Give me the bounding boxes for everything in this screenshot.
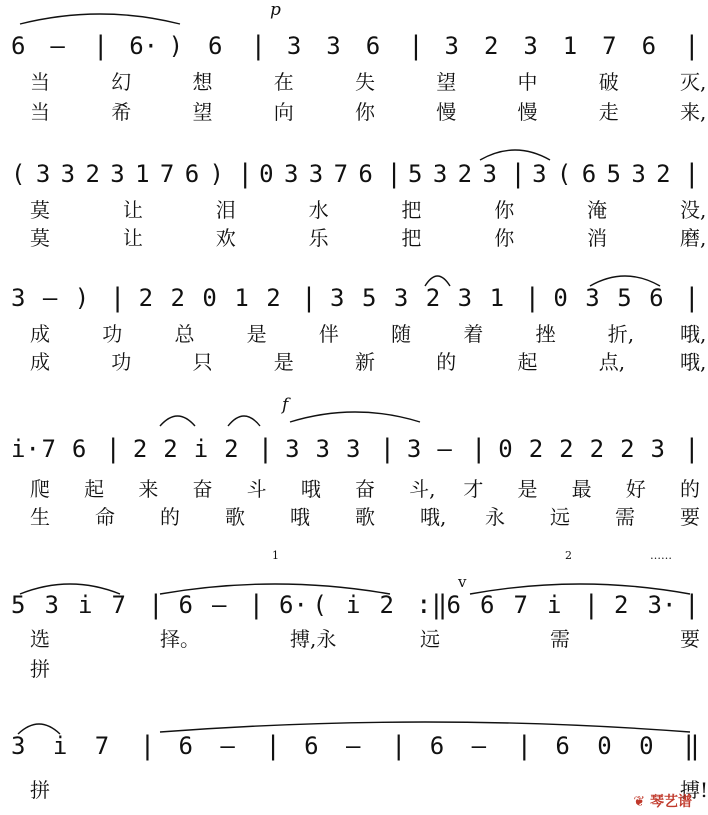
lyric-word: 幻 (111, 70, 132, 94)
lyric-word: 把 (401, 198, 422, 222)
lyric-word: 爬 (30, 477, 50, 501)
note: ) (168, 32, 184, 60)
note: 3 (346, 435, 361, 463)
note: – (42, 284, 58, 312)
lyric-word: 泪 (215, 198, 236, 222)
note: – (212, 591, 227, 619)
slur-arc (18, 724, 60, 734)
dynamic-marking-f: f (282, 395, 289, 415)
note: 3 (315, 435, 330, 463)
lyric-word: 歌 (355, 505, 375, 529)
lyric-word: 折, (607, 322, 635, 346)
lyric-word: 拼 (30, 657, 50, 681)
note: 2 (266, 284, 281, 312)
note: 6 (641, 32, 657, 60)
lyric-word: 需 (615, 505, 635, 529)
note: 5 (606, 160, 621, 188)
note: 1 (135, 160, 150, 188)
barline: | (510, 159, 526, 189)
note: 6 (11, 32, 26, 60)
note: 6· (279, 591, 308, 619)
barline: | (684, 159, 700, 189)
lyric-word: 没, (680, 198, 707, 222)
note: 7 (602, 32, 617, 60)
lyric-word: 消 (587, 226, 608, 250)
barline: | (516, 731, 533, 761)
lyric-word: 好 (625, 477, 646, 501)
note: 3 (286, 32, 302, 60)
lyric-word: 磨, (680, 226, 707, 250)
barline: | (250, 31, 267, 61)
note: 3 (393, 284, 409, 312)
note: ) (209, 160, 224, 188)
barline: | (408, 31, 424, 61)
volta-2-label: 2 (565, 549, 572, 562)
note: 6 (446, 591, 461, 619)
note: 3 (650, 435, 665, 463)
lyric-word: 歌 (225, 505, 245, 529)
lyric-word: 来, (680, 100, 707, 124)
note: 0 (553, 284, 568, 312)
note: 5 (617, 284, 632, 312)
barline: ‖ (684, 731, 700, 761)
note: 2 (656, 160, 671, 188)
note: 2 (614, 591, 629, 619)
lyric-word: 成 (30, 322, 50, 346)
lyric-word: 你 (494, 198, 515, 222)
note: 7 (513, 591, 528, 619)
note: 3 (406, 435, 422, 463)
lyric-word: 永 (485, 505, 505, 529)
note: 3 (110, 160, 125, 188)
lyric-word: 走 (598, 100, 619, 124)
note: 6· (129, 32, 159, 60)
lyric-word: 着 (463, 322, 484, 346)
note: 2 (132, 435, 148, 463)
lyric-word: 欢 (215, 226, 236, 250)
note: 3· (647, 591, 677, 619)
slur-arc (160, 584, 390, 594)
note: 2 (620, 435, 635, 463)
lyric-word: 的 (436, 350, 457, 374)
note: ) (74, 284, 90, 312)
note: i (346, 591, 361, 619)
barline: | (92, 31, 109, 61)
lyric-word: 慢 (436, 100, 457, 124)
note: 0 (498, 435, 513, 463)
lyric-word: 的 (680, 477, 700, 501)
slur-arc (470, 584, 690, 594)
lyric-word: 才 (463, 477, 484, 501)
note: 2 (559, 435, 574, 463)
lyric-word: 总 (174, 322, 195, 346)
note: 3 (44, 591, 59, 619)
lyric-word: 奋 (192, 477, 213, 501)
note: 6 (581, 160, 597, 188)
barline: | (109, 283, 126, 313)
lyric-word: 莫 (30, 198, 50, 222)
barline: | (379, 434, 396, 464)
lyric-word: 水 (308, 198, 329, 222)
lyric-word: 需 (550, 627, 570, 651)
lyric-word: 只 (192, 350, 213, 374)
note: – (50, 32, 65, 60)
lyric-word: 失 (355, 70, 375, 94)
lyric-word: 最 (571, 477, 592, 501)
note: 3 (523, 32, 538, 60)
lyric-word: 随 (391, 322, 412, 346)
lyric-word: 慢 (517, 100, 538, 124)
note: 3 (11, 284, 26, 312)
note: 6 (208, 32, 223, 60)
note: 6 (184, 160, 200, 188)
lyric-word: 搏! (680, 778, 708, 802)
lyric-word: 起 (84, 477, 105, 501)
lyric-word: 望 (436, 70, 457, 94)
barline: | (237, 159, 253, 189)
lyric-word: 是 (517, 477, 538, 501)
note: 5 (11, 591, 26, 619)
note: 3 (330, 284, 345, 312)
slur-arc (20, 584, 120, 594)
lyric-word: 是 (246, 322, 267, 346)
lyric-word: 远 (420, 627, 440, 651)
lyric-word: 功 (102, 322, 123, 346)
note: ( (556, 160, 572, 188)
note: 2 (163, 435, 178, 463)
dynamic-marking-p: p (270, 0, 281, 20)
note: 7 (94, 732, 110, 760)
lyric-word: 搏,永 (290, 627, 337, 651)
volta-continuation: …… (650, 549, 672, 562)
note: 3 (585, 284, 600, 312)
lyric-word: 成 (30, 350, 50, 374)
lyric-word: 起 (517, 350, 538, 374)
lyric-word: 哦, (680, 350, 707, 374)
note: 6 (429, 732, 445, 760)
note: i (547, 591, 562, 619)
note: 0 (597, 732, 612, 760)
note: i (78, 591, 93, 619)
note: 3 (60, 160, 76, 188)
barline: | (148, 590, 164, 620)
note: 2 (589, 435, 605, 463)
barline: | (248, 590, 265, 620)
lyric-word: 选 (30, 627, 50, 651)
note: 3 (283, 160, 299, 188)
note: – (346, 732, 361, 760)
note: 6 (649, 284, 664, 312)
note: 3 (285, 435, 300, 463)
note: 2 (170, 284, 185, 312)
barline: | (684, 590, 700, 620)
note: 0 (259, 160, 274, 188)
note: 6 (178, 591, 193, 619)
note: 3 (35, 160, 51, 188)
slur-arc (160, 722, 690, 732)
note: 7 (159, 160, 175, 188)
lyric-word: 斗, (409, 477, 436, 501)
lyric-word: 哦, (420, 505, 447, 529)
note: 3 (432, 160, 448, 188)
note: 1 (234, 284, 249, 312)
note: 1 (562, 32, 578, 60)
lyric-word: 向 (273, 100, 294, 124)
volta-1-label: 1 (272, 549, 279, 562)
note: 7 (41, 435, 56, 463)
barline: | (470, 434, 487, 464)
slur-arc (228, 416, 260, 426)
note: 3 (482, 160, 497, 188)
breath-mark: v (458, 573, 467, 591)
note: i (52, 732, 68, 760)
note: 0 (639, 732, 654, 760)
slur-arc (590, 276, 660, 286)
note: 3 (631, 160, 646, 188)
note: – (437, 435, 452, 463)
lyric-word: 莫 (30, 226, 50, 250)
note: 6 (365, 32, 381, 60)
note: 2 (379, 591, 394, 619)
note: 2 (224, 435, 239, 463)
lyric-word: 点, (598, 350, 626, 374)
note: ( (11, 160, 26, 188)
slur-arc (480, 150, 550, 160)
lyric-word: 拼 (30, 778, 50, 802)
note: 3 (444, 32, 459, 60)
lyric-word: 你 (494, 226, 515, 250)
lyric-word: 远 (550, 505, 570, 529)
slur-arc (290, 412, 420, 422)
note: 5 (408, 160, 423, 188)
note: 2 (483, 32, 499, 60)
lyric-word: 奋 (355, 477, 375, 501)
note: 3 (457, 284, 473, 312)
lyric-word: 生 (30, 505, 50, 529)
lyric-word: 斗 (246, 477, 267, 501)
note: 2 (457, 160, 473, 188)
note: 6 (178, 732, 193, 760)
note: i· (11, 435, 40, 463)
note: 7 (111, 591, 126, 619)
lyric-word: 破 (598, 70, 619, 94)
lyric-word: 让 (122, 226, 143, 250)
lyric-word: 想 (192, 70, 213, 94)
barline: | (139, 731, 156, 761)
note: 2 (138, 284, 154, 312)
barline: | (390, 731, 407, 761)
lyric-word: 让 (122, 198, 143, 222)
barline: | (105, 434, 122, 464)
note: 6 (304, 732, 319, 760)
lyric-word: 挫 (535, 322, 556, 346)
note: 7 (333, 160, 349, 188)
lyric-word: 你 (355, 100, 375, 124)
note: 3 (326, 32, 341, 60)
lyric-word: 中 (517, 70, 538, 94)
lyric-word: 的 (160, 505, 180, 529)
note: 3 (532, 160, 547, 188)
lyric-word: 要 (680, 505, 700, 529)
note: 6 (555, 732, 570, 760)
barline: | (265, 731, 281, 761)
lyric-word: 哦, (680, 322, 707, 346)
barline: | (301, 283, 317, 313)
slur-arc (20, 14, 180, 24)
note: – (471, 732, 487, 760)
lyric-word: 当 (30, 100, 50, 124)
barline: | (386, 159, 402, 189)
lyric-word: 来 (138, 477, 159, 501)
lyric-word: 淹 (587, 198, 608, 222)
note: 2 (85, 160, 100, 188)
lyric-word: 当 (30, 70, 50, 94)
note: 3 (308, 160, 324, 188)
lyric-word: 乐 (308, 226, 329, 250)
barline: | (684, 31, 700, 61)
note: 6 (71, 435, 87, 463)
slur-arc (425, 276, 450, 286)
lyric-word: 把 (401, 226, 422, 250)
barline: | (684, 283, 700, 313)
lyric-word: 哦 (290, 505, 310, 529)
lyric-word: 灭, (680, 70, 707, 94)
lyric-word: 伴 (318, 322, 339, 346)
note: 5 (361, 284, 377, 312)
note: 6 (358, 160, 373, 188)
lyric-word: 哦 (300, 477, 321, 501)
lyric-word: 择。 (160, 627, 200, 651)
note: i (193, 435, 209, 463)
note: – (220, 732, 235, 760)
note: 2 (425, 284, 441, 312)
barline: | (524, 283, 541, 313)
lyric-word: 新 (355, 350, 375, 374)
slur-arc (160, 416, 195, 426)
lyric-word: 要 (680, 627, 700, 651)
note: 6 (480, 591, 495, 619)
lyric-word: 是 (273, 350, 294, 374)
barline: | (583, 590, 600, 620)
note: 1 (489, 284, 505, 312)
logo-icon: ❦ (633, 794, 646, 810)
watermark-text: 琴艺谱 (650, 794, 692, 810)
lyric-word: 希 (111, 100, 132, 124)
lyric-word: 命 (95, 505, 115, 529)
lyric-word: 功 (111, 350, 132, 374)
note: 2 (528, 435, 544, 463)
lyric-word: 望 (192, 100, 213, 124)
barline: :‖ (416, 590, 448, 620)
lyric-word: 在 (273, 70, 294, 94)
barline: | (684, 434, 700, 464)
note: 3 (11, 732, 26, 760)
note: ( (312, 591, 327, 619)
note: 0 (202, 284, 217, 312)
barline: | (257, 434, 274, 464)
